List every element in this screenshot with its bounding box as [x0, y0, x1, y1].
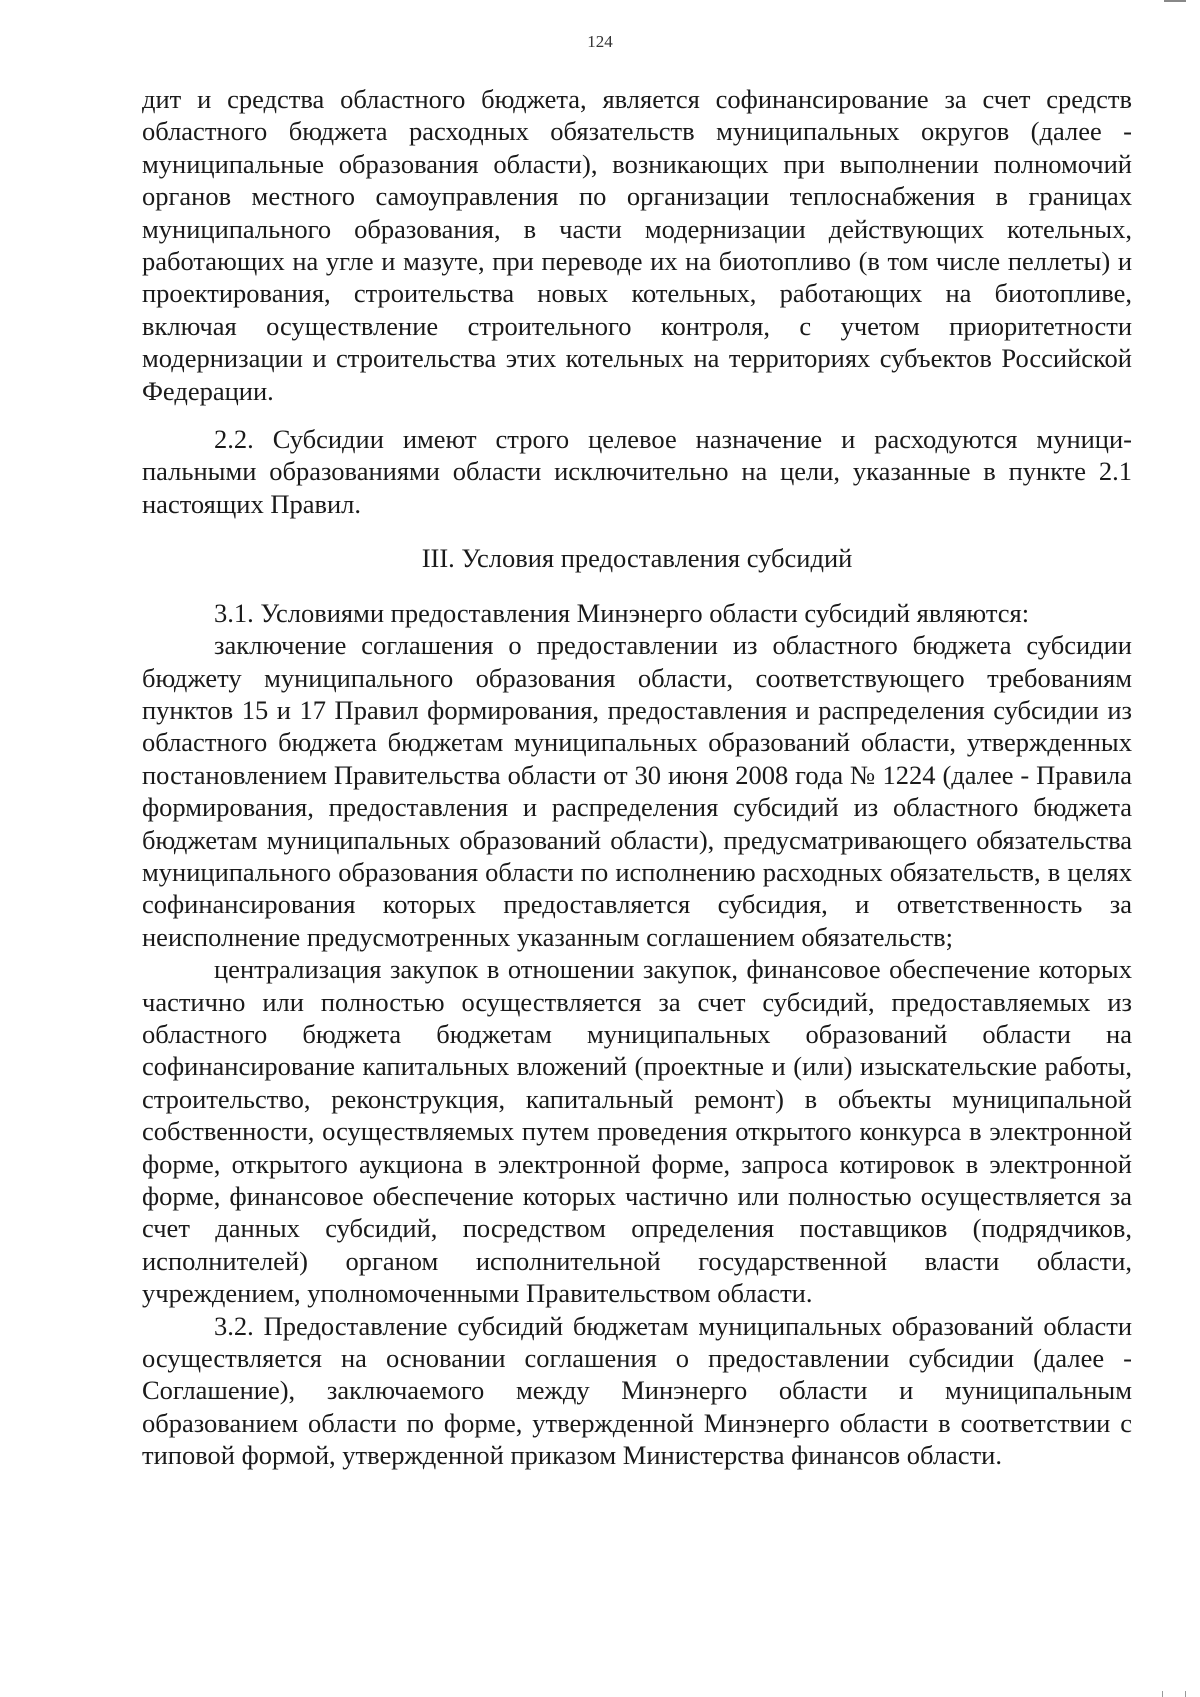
paragraph-continuation: дит и средства областного бюджета, является софинансирование за счет средств областного бюджета расходных обязательств муниципальных округов (далее - муниципальные образования области), возникающих при выполнении полномочий органов местного самоуправления по организации теплоснабжения в границах муниципального образования, в части модернизации действующих котельных, работающих на угле и мазуте, при переводе их на биотопливо (в том числе пеллеты) и проектирования, строительства новых котельных, работающих на биотопливе, включая осуществление строительного контроля, с учетом приоритетности модернизации и строительства этих котельных на территориях субъектов Российской Федерации. — [142, 84, 1132, 406]
page-number: 124 — [587, 32, 613, 51]
paragraph-2-2: 2.2. Субсидии имеют строго целевое назначение и расходуются муниципальными образованиями области исключительно на цели, указанные в пункте 2.1 настоящих Правил. — [142, 424, 1132, 519]
paragraph-gap — [142, 520, 1132, 542]
paragraph-3-1-agreement: заключение соглашения о предоставлении из областного бюджета субсидии бюджету муниципального образования области, соответствующего требованиям пунктов 15 и 17 Правил формирования, предоставления и распределения субсидии из областного бюджета бюджетам муниципальных образований области, утвержденных постановлением Правительства области от 30 июня 2008 года № 1224 (далее - Правила формирования, предоставления и распределения субсидий из областного бюджета бюджетам муниципальных образований области), предусматривающего обязательства муниципального образования области по исполнению расходных обязательств, в целях софинансирования которых предоставляется субсидия, и ответственность за неисполнение предусмотренных указанным соглашением обязательств; — [142, 630, 1132, 952]
paragraph-3-1: 3.1. Условиями предоставления Минэнерго области субсидий являются: — [214, 597, 1030, 628]
section-heading: III. Условия предоставления субсидий — [421, 543, 853, 574]
scan-artifact-top — [1164, 0, 1186, 2]
paragraph-gap — [142, 575, 1132, 597]
paragraph-3-2: 3.2. Предоставление субсидий бюджетам муниципальных образований области осуществляется на основании соглашения о предоставлении субсидии (далее - Соглашение), заключаемого между Минэнерго области и муниципальным образованием области по форме, утвержденной Минэнерго области в соответствии с типовой формой, утвержденной приказом Министерства финансов области. — [142, 1310, 1132, 1471]
scan-artifact-bottom — [1162, 1691, 1186, 1697]
paragraph-3-1-procurement: централизация закупок в отношении закупок, финансовое обеспечение которых частично или полностью осуществляется за счет субсидий, предоставляемых из областного бюджета бюджетам муниципальных образований области на софинансирование капитальных вложений (проектные и (или) изыскательские работы, строительство, реконструкция, капитальный ремонт) в объекты муниципальной собственности, осуществляемых путем проведения открытого конкурса в электронной форме, открытого аукциона в электронной форме, запроса котировок в электронной форме, финансовое обеспечение которых частично или полностью осуществляется за счет данных субсидий, посредством определения поставщиков (подрядчиков, исполнителей) органом исполнительной государственной власти области, учреждением, уполномоченными Правительством области. — [142, 954, 1132, 1309]
document-body — [142, 83, 1132, 1472]
paragraph-gap — [142, 407, 1132, 423]
